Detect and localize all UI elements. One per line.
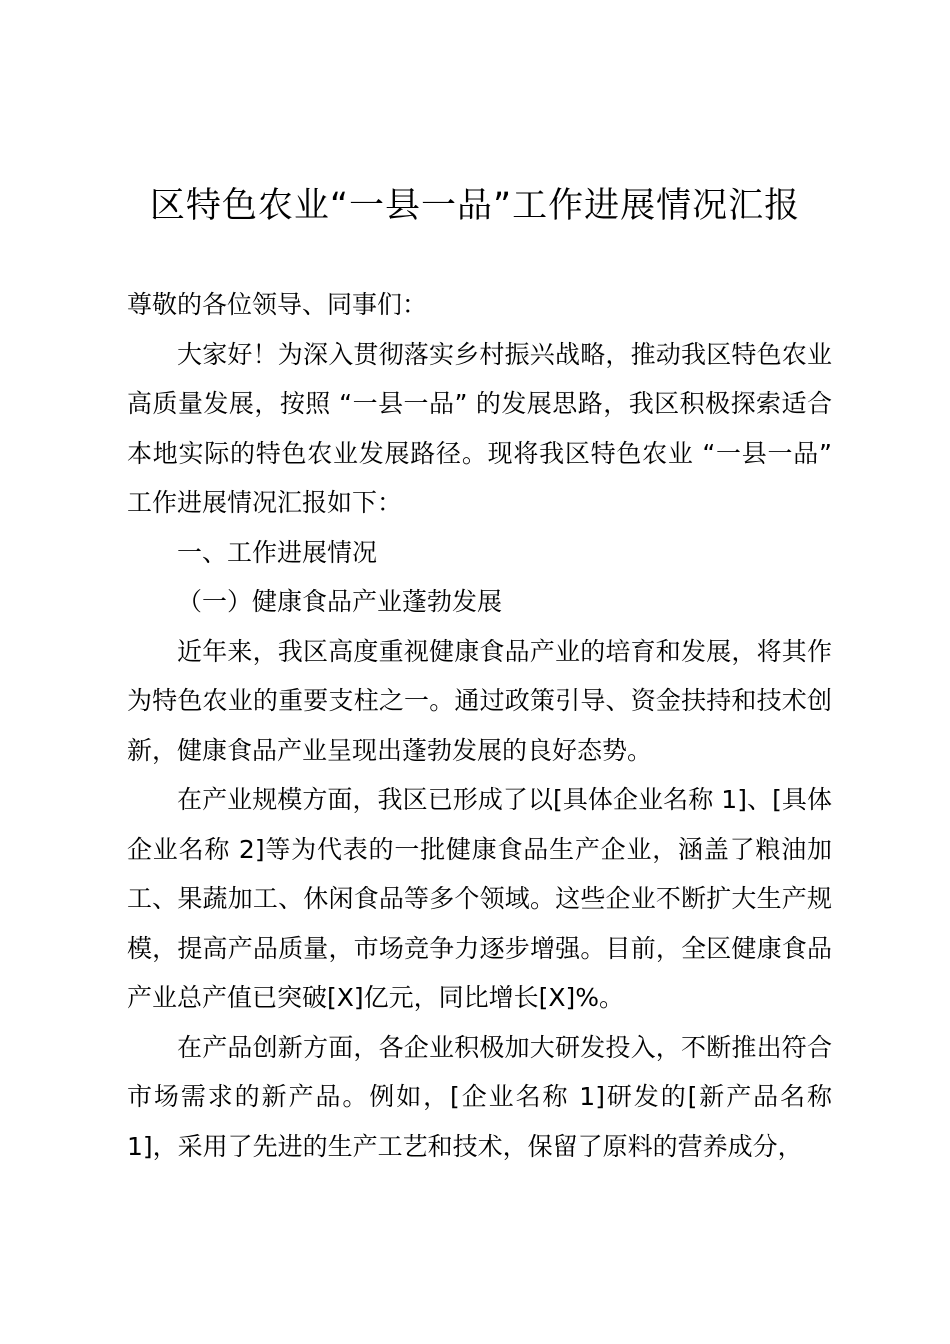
document-title: 区特色农业“一县一品”工作进展情况汇报 xyxy=(149,186,801,226)
subsection-heading: （一）健康食品产业蓬勃发展 xyxy=(177,587,503,616)
section-heading: 一、工作进展情况 xyxy=(177,537,378,567)
body-paragraph: 在产业规模方面，我区已形成了以[具体企业名称 1]、[具体企业名称 2]等为代表的一批健康食品生产企业，涵盖了粮油加工、果蔬加工、休闲食品等多个领域。这些企业不断扩大生产规模，提高产品质量，市场竞争力逐步增强。目前，全区健康食品产业总产值已突破[X]亿元，同比增长[X]%。 xyxy=(127,785,832,1012)
intro-paragraph: 大家好！为深入贯彻落实乡村振兴战略，推动我区特色农业高质量发展，按照 “一县一品” 的发展思路，我区积极探索适合本地实际的特色农业发展路径。现将我区特色农业 “一县一品” 工作进展情况汇报如下： xyxy=(127,339,832,517)
salutation: 尊敬的各位领导、同事们： xyxy=(127,290,428,319)
document-body xyxy=(127,280,832,1171)
body-paragraph: 在产品创新方面，各企业积极加大研发投入，不断推出符合市场需求的新产品。例如，[企业名称 1]研发的[新产品名称 1]，采用了先进的生产工艺和技术，保留了原料的营养成分， xyxy=(127,1032,832,1161)
body-paragraph: 近年来，我区高度重视健康食品产业的培育和发展，将其作为特色农业的重要支柱之一。通过政策引导、资金扶持和技术创新，健康食品产业呈现出蓬勃发展的良好态势。 xyxy=(127,636,832,765)
